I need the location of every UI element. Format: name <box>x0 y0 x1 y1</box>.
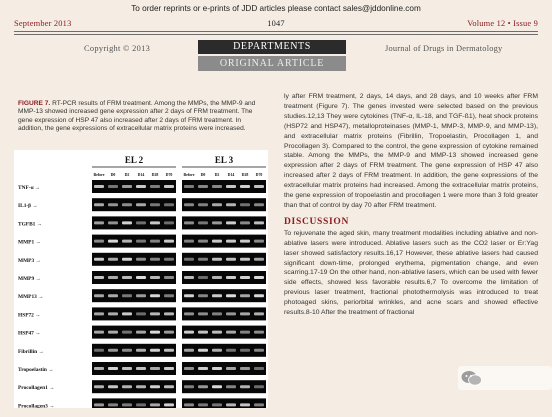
gel-band <box>198 276 208 279</box>
gel-band <box>164 349 174 352</box>
gene-label: MMP13 → <box>18 294 44 301</box>
gel-strip <box>182 253 266 266</box>
gene-label: Procollagen1 → <box>18 385 55 392</box>
gel-band <box>184 185 194 188</box>
gel-band <box>226 331 236 334</box>
gel-strip <box>92 380 176 393</box>
gel-band <box>184 312 194 315</box>
gel-band <box>136 258 146 261</box>
gel-band <box>198 221 208 224</box>
gel-strip <box>182 271 266 284</box>
gene-label: MMP1 → <box>18 239 41 246</box>
gel-strip <box>92 180 176 193</box>
gel-band <box>150 185 160 188</box>
gel-band <box>150 294 160 297</box>
gel-band <box>254 203 264 206</box>
gel-strip <box>92 253 176 266</box>
gel-band <box>254 331 264 334</box>
gel-band <box>136 312 146 315</box>
gel-band <box>240 349 250 352</box>
gel-band <box>184 331 194 334</box>
gel-band <box>164 331 174 334</box>
gel-band <box>94 312 104 315</box>
body-paragraph-discussion: To rejuvenate the aged skin, many treatment modalities including ablative and non-ablative lasers were introduced. Ablative lasers such as the CO2 laser or Er:Yag laser showed satisfactory results.16,17 However, these ablative lasers had caused significant down-time, prolonged erythema, pigmentation change, and even scarring.17-19 On the other hand, non-ablative lasers, which can be used with fewer side effects, showed less favorable results.6,7 To overcome the limitation of previous laser treatment, fractional photothermolysis was introduced to treat photoaged skins, periorbital wrinkles, and acne scars and showed effective results.8-10 After the treatment of fractional <box>284 229 538 317</box>
lane-label: D2 <box>124 173 130 177</box>
gel-strip <box>92 362 176 375</box>
gel-band <box>212 294 222 297</box>
gel-band <box>198 312 208 315</box>
gel-band <box>164 240 174 243</box>
gel-band <box>198 185 208 188</box>
panel-title: EL 3 <box>214 155 234 165</box>
gel-band <box>226 258 236 261</box>
gel-band <box>226 312 236 315</box>
gel-band <box>94 240 104 243</box>
gel-band <box>164 203 174 206</box>
gel-band <box>122 331 132 334</box>
gel-band <box>150 331 160 334</box>
journal-name: Journal of Drugs in Dermatology <box>385 44 503 53</box>
gel-band <box>122 349 132 352</box>
volume-issue: Volume 12 • Issue 9 <box>467 19 538 28</box>
gene-label: Procollagen3 → <box>18 403 55 408</box>
gel-band <box>122 367 132 370</box>
gel-band <box>108 367 118 370</box>
gene-label: IL1-β → <box>18 203 38 210</box>
lane-label: Before <box>183 173 195 177</box>
gel-band <box>240 240 250 243</box>
gel-band <box>108 240 118 243</box>
gel-band <box>108 312 118 315</box>
gel-band <box>150 276 160 279</box>
gene-label: MMP9 → <box>18 276 41 282</box>
gel-band <box>94 331 104 334</box>
gel-band <box>150 349 160 352</box>
gel-band <box>198 203 208 206</box>
gel-band <box>164 276 174 279</box>
gel-band <box>94 385 104 388</box>
gel-band <box>94 185 104 188</box>
gel-strip <box>92 326 176 339</box>
gel-band <box>226 294 236 297</box>
gel-band <box>184 367 194 370</box>
gel-band <box>198 403 208 406</box>
gel-band <box>226 403 236 406</box>
gel-band <box>212 221 222 224</box>
gel-band <box>240 331 250 334</box>
gel-band <box>254 367 264 370</box>
body-paragraph-results: ly after FRM treatment, 2 days, 14 days, and 28 days, and 10 weeks after FRM treatment (Figure 7). The genes invested were selected based on the previous studies.12,13 They were cytokines (TNF-α, IL-18, and TGF-ß1), heat shock proteins (HSP72 and HSP47), metalloproteinases (MMP-1, MMP-3, MMP-9, and MMP-13), and extracellular matrix proteins (Fibrillin, Tropoelastin, Procollagen 1, and Procollagen 3). Compared to the control, the gene expression of cytokine remained stable. Among the MMPs, the MMP-9 and MMP-13 showed increased gene expression after 2 days of FRM treatment. The gene expression of HSP 47 also increased after 2 days of FRM treatment. In addition, the gene expressions of the extracellular matrix proteins had increased. Among the extracellular matrix proteins, the gene expression of tropoelastin and procollagen 1 were more than 3 fold greater than that of control by day 70 after FRM treatment. <box>284 93 538 209</box>
gel-band <box>164 294 174 297</box>
gel-band <box>122 385 132 388</box>
gel-band <box>240 185 250 188</box>
gel-band <box>108 276 118 279</box>
gel-band <box>136 349 146 352</box>
gel-band <box>198 258 208 261</box>
gel-band <box>184 349 194 352</box>
gel-strip <box>92 216 176 229</box>
gel-band <box>136 221 146 224</box>
gel-band <box>240 258 250 261</box>
gel-band <box>254 258 264 261</box>
figure-caption-text: RT-PCR results of FRM treatment. Among the MMPs, the MMP-9 and MMP-13 showed increased gene expression after 2 days of FRM treatment. The gene expression of HSP 47 also increased after 2 days of FRM treatment. In addition, the gene expressions of extracellular matrix proteins were increased. <box>18 100 256 133</box>
gel-band <box>240 312 250 315</box>
gene-label: Fibrillin → <box>18 348 44 355</box>
gel-band <box>164 385 174 388</box>
wechat-watermark <box>458 366 552 390</box>
gel-band <box>212 240 222 243</box>
gel-band <box>150 403 160 406</box>
gel-band <box>150 312 160 315</box>
gel-band <box>198 367 208 370</box>
gel-strip <box>92 307 176 320</box>
gel-band <box>108 185 118 188</box>
gel-band <box>254 312 264 315</box>
gel-strip <box>182 307 266 320</box>
gel-band <box>122 221 132 224</box>
gel-band <box>212 385 222 388</box>
gel-band <box>254 403 264 406</box>
gel-strip <box>182 216 266 229</box>
gel-band <box>184 403 194 406</box>
gel-strip <box>182 380 266 393</box>
gel-band <box>108 221 118 224</box>
header-rule-top <box>14 31 538 32</box>
gel-band <box>226 349 236 352</box>
gel-band <box>240 403 250 406</box>
gel-band <box>150 203 160 206</box>
gel-band <box>198 349 208 352</box>
gel-strip <box>92 398 176 408</box>
gel-band <box>240 276 250 279</box>
gel-strip <box>182 289 266 302</box>
gel-band <box>226 203 236 206</box>
lane-label: D0 <box>200 173 206 177</box>
rt-pcr-gel-figure <box>14 150 268 408</box>
gel-band <box>136 367 146 370</box>
gel-band <box>240 294 250 297</box>
gel-strip <box>182 398 266 408</box>
gel-band <box>136 385 146 388</box>
issue-date: September 2013 <box>14 19 72 28</box>
gel-band <box>150 258 160 261</box>
gel-band <box>226 367 236 370</box>
gel-band <box>164 367 174 370</box>
gel-band <box>184 240 194 243</box>
gel-band <box>240 203 250 206</box>
lane-label: D28 <box>241 173 249 177</box>
gel-band <box>212 203 222 206</box>
gel-strip <box>92 271 176 284</box>
gel-band <box>240 385 250 388</box>
gel-band <box>108 258 118 261</box>
gel-band <box>226 221 236 224</box>
gel-band <box>108 331 118 334</box>
header-rule-bottom <box>14 34 538 35</box>
gel-band <box>240 367 250 370</box>
gel-band <box>122 294 132 297</box>
gel-strip <box>92 289 176 302</box>
gel-band <box>136 403 146 406</box>
gel-strip <box>182 344 266 357</box>
gel-band <box>198 240 208 243</box>
department-banner: DEPARTMENTS <box>198 40 346 54</box>
gel-band <box>184 221 194 224</box>
gel-band <box>254 185 264 188</box>
gel-band <box>198 294 208 297</box>
gel-band <box>94 367 104 370</box>
lane-label: D14 <box>137 173 145 177</box>
gene-label: HSP72 → <box>18 312 41 319</box>
gel-band <box>164 221 174 224</box>
gel-band <box>94 294 104 297</box>
gel-band <box>164 258 174 261</box>
gel-band <box>164 185 174 188</box>
reprint-notice: To order reprints or e-prints of JDD articles please contact sales@jddonline.com <box>131 4 421 13</box>
gene-label: Tropoelastin → <box>18 367 54 373</box>
article-body <box>284 92 538 318</box>
gel-band <box>254 349 264 352</box>
gel-band <box>184 294 194 297</box>
gel-strip <box>182 326 266 339</box>
gene-label: MMP3 → <box>18 257 41 264</box>
gel-band <box>94 203 104 206</box>
gel-band <box>212 349 222 352</box>
gel-band <box>184 385 194 388</box>
gel-band <box>226 185 236 188</box>
gel-band <box>136 185 146 188</box>
gel-band <box>108 294 118 297</box>
gel-band <box>254 385 264 388</box>
lane-label: D28 <box>151 173 159 177</box>
gel-band <box>122 185 132 188</box>
gel-strip <box>182 362 266 375</box>
lane-label: D14 <box>227 173 235 177</box>
gel-band <box>136 331 146 334</box>
panel-title: EL 2 <box>124 155 144 165</box>
figure-label: FIGURE 7. <box>18 100 51 107</box>
page-number: 1047 <box>267 19 285 28</box>
gel-band <box>108 385 118 388</box>
gel-band <box>150 367 160 370</box>
figure-caption <box>18 100 266 134</box>
gene-label: TGFB1 → <box>18 221 43 228</box>
gel-band <box>198 385 208 388</box>
lane-label: D2 <box>214 173 220 177</box>
gel-band <box>212 312 222 315</box>
lane-label: D70 <box>165 173 173 177</box>
gel-band <box>212 185 222 188</box>
section-banner: ORIGINAL ARTICLE <box>198 56 346 71</box>
gel-band <box>254 294 264 297</box>
gel-band <box>108 403 118 406</box>
gel-band <box>94 276 104 279</box>
gel-band <box>122 276 132 279</box>
gel-band <box>254 240 264 243</box>
gel-band <box>254 221 264 224</box>
gel-band <box>136 276 146 279</box>
gel-band <box>164 312 174 315</box>
copyright: Copyright © 2013 <box>84 44 151 53</box>
gel-band <box>122 258 132 261</box>
gel-strip <box>182 198 266 211</box>
gel-band <box>184 276 194 279</box>
gel-band <box>150 240 160 243</box>
gel-band <box>164 403 174 406</box>
gel-band <box>184 203 194 206</box>
gel-band <box>150 385 160 388</box>
discussion-heading: DISCUSSION <box>284 216 350 227</box>
gel-band <box>94 403 104 406</box>
gel-strip <box>92 344 176 357</box>
gel-strip <box>182 180 266 193</box>
gene-label: TNF-α → <box>18 185 41 191</box>
lane-label: Before <box>93 173 105 177</box>
gel-band <box>198 331 208 334</box>
gel-band <box>122 240 132 243</box>
gene-label: HSP47 → <box>18 330 41 337</box>
gel-band <box>136 203 146 206</box>
gel-band <box>94 349 104 352</box>
lane-label: D70 <box>255 173 263 177</box>
gel-strip <box>92 235 176 248</box>
lane-label: D0 <box>110 173 116 177</box>
publication-bar <box>14 19 538 29</box>
gel-band <box>94 221 104 224</box>
gel-band <box>254 276 264 279</box>
gel-band <box>212 331 222 334</box>
gel-strip <box>92 198 176 211</box>
gel-band <box>136 240 146 243</box>
gel-band <box>150 221 160 224</box>
gel-band <box>212 276 222 279</box>
gel-band <box>108 349 118 352</box>
gel-band <box>226 240 236 243</box>
gel-band <box>226 276 236 279</box>
gel-band <box>212 403 222 406</box>
gel-band <box>94 258 104 261</box>
gel-band <box>212 367 222 370</box>
gel-band <box>240 221 250 224</box>
gel-band <box>184 258 194 261</box>
gel-band <box>122 203 132 206</box>
gel-strip <box>182 235 266 248</box>
gel-band <box>122 403 132 406</box>
gel-band <box>136 294 146 297</box>
gel-band <box>212 258 222 261</box>
gel-band <box>226 385 236 388</box>
gel-band <box>108 203 118 206</box>
gel-band <box>122 312 132 315</box>
